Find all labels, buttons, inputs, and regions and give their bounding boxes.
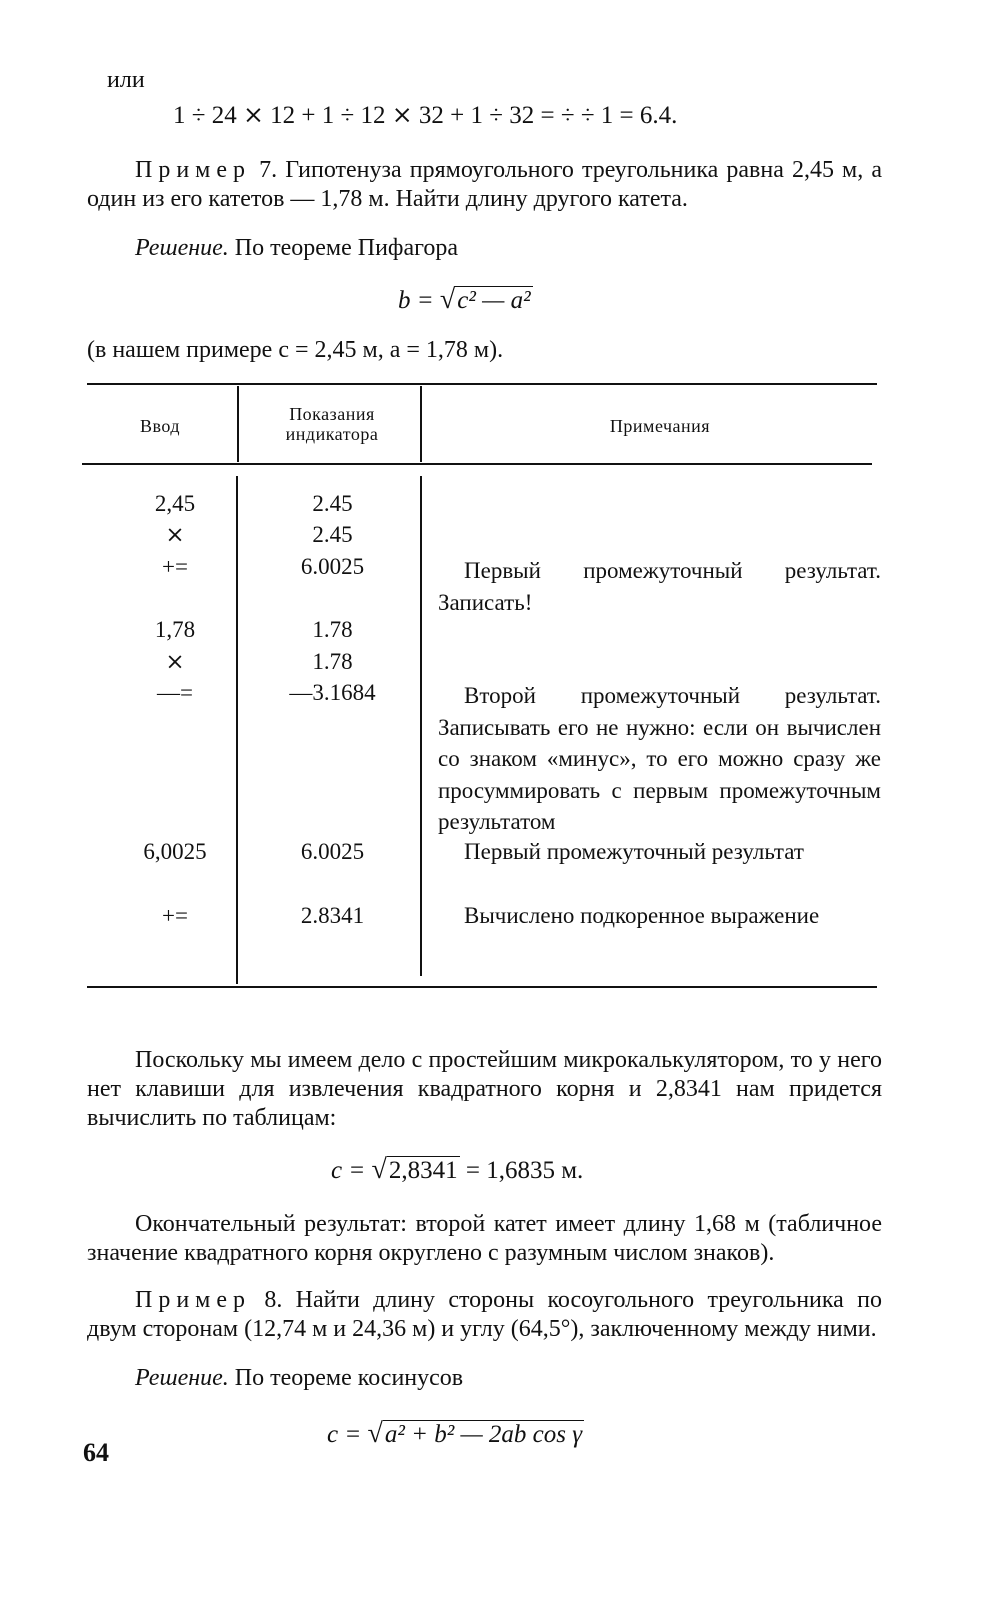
solution-text: По теореме косинусов	[228, 1365, 464, 1391]
formula-radicand: c² — a²	[457, 287, 531, 314]
table-header-rule	[82, 463, 872, 465]
sqrt-result-formula	[331, 1154, 583, 1186]
table-divider-2-body	[420, 476, 422, 976]
solution-label: Решение.	[135, 235, 229, 261]
table-divider-1-body	[236, 476, 238, 984]
solution-text: По теореме Пифагора	[228, 235, 459, 261]
formula-lhs: b =	[398, 287, 440, 314]
row-input: +=	[162, 554, 188, 579]
table-top-rule	[87, 383, 877, 385]
row-input: —=	[157, 680, 193, 705]
example-7-label: Пример	[135, 157, 252, 183]
page-number: 64	[83, 1438, 109, 1467]
row-input: 1,78	[154, 617, 196, 642]
sqrt-sign: √	[367, 1418, 383, 1449]
solution-label: Решение.	[135, 1365, 229, 1391]
table-divider-2-header	[420, 386, 422, 462]
example-7-solution	[135, 234, 458, 263]
sqrt-sign: √	[439, 284, 456, 315]
row-note: Первый промежуточный результат. Записать!	[438, 558, 881, 615]
paragraph-final-result: Окончательный результат: второй катет имеет длину 1,68 м (табличное значение квадратного корня округлено с разумным числом знаков).	[87, 1211, 882, 1266]
row-input: ⨯	[165, 649, 185, 674]
paragraph-no-sqrt-key: Поскольку мы имеем дело с простейшим микрокалькулятором, то у него нет клавиши для извлечения квадратного корня и 2,8341 нам придется вычислить по таблицам:	[87, 1047, 882, 1131]
header-input: Ввод	[139, 416, 181, 436]
formula-lhs: c =	[327, 1421, 368, 1448]
sqrt-sign: √	[371, 1154, 387, 1185]
row-input: 6,0025	[143, 839, 207, 864]
formula-rhs: = 1,6835 м.	[459, 1157, 584, 1184]
row-note: Первый промежуточный результат	[464, 839, 804, 864]
formula-radicand: a² + b² — 2ab cos γ	[384, 1421, 583, 1448]
header-notes: Примечания	[609, 416, 711, 436]
row-display: 1.78	[312, 649, 353, 674]
example-8-solution	[135, 1364, 463, 1393]
example-8-label: Пример	[135, 1287, 252, 1313]
formula-radicand: 2,8341	[388, 1157, 458, 1184]
table-bottom-rule	[87, 986, 877, 988]
row-display: 2.45	[312, 522, 353, 547]
cosine-formula	[327, 1418, 584, 1450]
row-display: —3.1684	[289, 680, 376, 705]
row-display: 1.78	[312, 617, 353, 642]
example-7-statement	[87, 156, 882, 214]
table-divider-1-header	[237, 386, 239, 462]
row-input: 2,45	[154, 491, 196, 516]
header-display: Показания индикатора	[285, 404, 379, 444]
row-display: 2.8341	[300, 903, 365, 928]
example-8-statement	[87, 1286, 882, 1344]
row-input: ⨯	[165, 522, 185, 547]
row-note: Второй промежуточный результат. Записывать его не нужно: если он вычислен со знаком «минус», то его можно сразу же просуммировать с первым промежуточным результатом	[438, 683, 881, 834]
row-note: Вычислено подкоренное выражение	[464, 903, 820, 928]
row-display: 6.0025	[300, 839, 365, 864]
row-display: 2.45	[312, 491, 353, 516]
row-display: 6.0025	[300, 554, 365, 579]
calculator-sequence-formula: 1 ÷ 24 ⨯ 12 + 1 ÷ 12 ⨯ 32 + 1 ÷ 32 = ÷ ÷ 1 = 6.4.	[173, 102, 678, 129]
example-7-text: 7. Гипотенуза прямоугольного треугольника равна 2,45 м, а один из его катетов — 1,78 м. Найти длину другого катета.	[87, 157, 882, 212]
example-8-text: 8. Найти длину стороны косоугольного треугольника по двум сторонам (12,74 м и 24,36 м) и углу (64,5°), заключенному между ними.	[87, 1287, 882, 1342]
word-ili: или	[107, 67, 145, 93]
pythagoras-formula	[398, 284, 533, 316]
row-input: +=	[162, 903, 188, 928]
given-values: (в нашем примере c = 2,45 м, a = 1,78 м).	[87, 337, 504, 363]
formula-lhs: c =	[331, 1157, 372, 1184]
